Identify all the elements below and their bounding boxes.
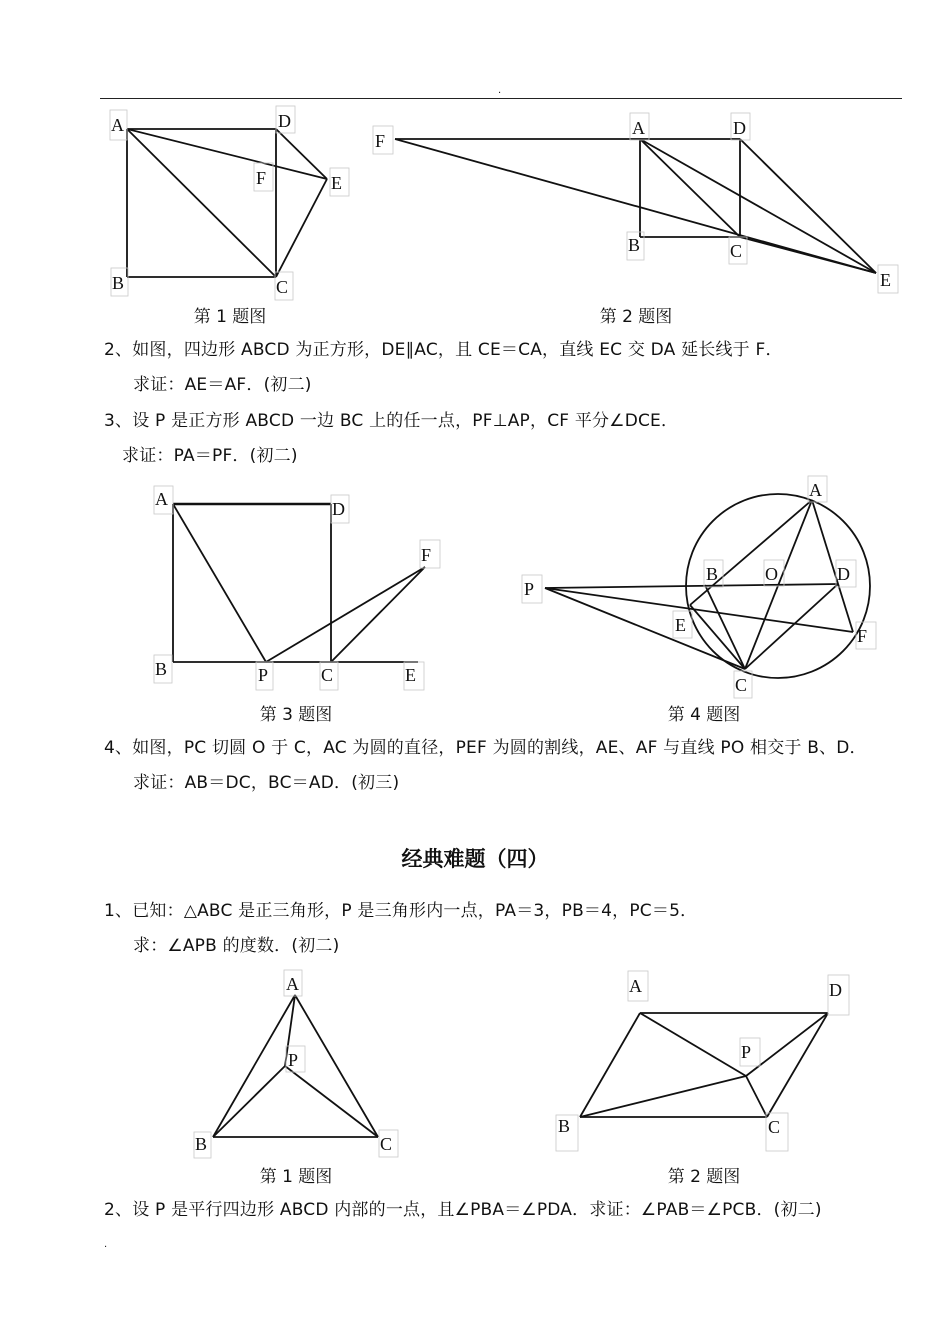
caption-fig1: 第 1 题图 (193, 307, 267, 327)
f3-label-c: C (321, 665, 334, 685)
g2-label-d: D (829, 980, 842, 1000)
f1-label-f: F (256, 168, 267, 188)
g2-label-a: A (629, 976, 642, 996)
f2-label-f: F (375, 131, 386, 151)
s4-problem-1-statement: 1、已知：△ABC 是正三角形，P 是三角形内一点，PA＝3，PB＝4，PC＝5． (104, 901, 698, 921)
s4-problem-1-question: 求：∠APB 的度数．(初二) (133, 936, 340, 956)
f4-label-p: P (524, 579, 535, 599)
problem-2-statement: 2、如图，四边形 ABCD 为正方形，DE∥AC，且 CE＝CA，直线 EC 交 DA 延长线于 F． (104, 340, 783, 360)
g2-label-c: C (768, 1117, 781, 1137)
g2-label-b: B (558, 1116, 571, 1136)
g1-label-p: P (288, 1050, 299, 1070)
header-dot: . (498, 85, 502, 96)
f4-label-a: A (809, 480, 822, 500)
f1-label-c: C (276, 277, 289, 297)
caption-fig2: 第 2 题图 (599, 307, 673, 327)
caption-fig4: 第 4 题图 (667, 705, 741, 725)
f4-label-e: E (675, 615, 686, 635)
problem-3-statement: 3、设 P 是正方形 ABCD 一边 BC 上的任一点，PF⊥AP，CF 平分∠DCE． (104, 411, 679, 431)
g1-label-a: A (286, 974, 299, 994)
f4-label-o: O (765, 564, 778, 584)
s4-caption-fig2: 第 2 题图 (667, 1167, 741, 1187)
f4-label-d: D (837, 564, 850, 584)
f1-label-e: E (331, 173, 342, 193)
f3-label-a: A (155, 489, 168, 509)
problem-4-statement: 4、如图，PC 切圆 O 于 C，AC 为圆的直径，PEF 为圆的割线，AE、AF 与直线 PO 相交于 B、D． (104, 738, 867, 758)
s4-caption-fig1: 第 1 题图 (259, 1167, 333, 1187)
f3-label-b: B (155, 659, 168, 679)
f1-label-b: B (112, 273, 125, 293)
f3-label-d: D (332, 499, 345, 519)
f3-label-p: P (258, 665, 269, 685)
problem-2-proof: 求证：AE＝AF．(初二) (133, 375, 312, 395)
f2-label-a: A (632, 118, 645, 138)
f3-label-e: E (405, 665, 416, 685)
g2-label-p: P (741, 1042, 752, 1062)
f3-label-f: F (421, 545, 432, 565)
s4-problem-2-statement: 2、设 P 是平行四边形 ABCD 内部的一点，且∠PBA＝∠PDA．求证：∠PAB＝∠PCB．(初二) (104, 1200, 822, 1220)
f4-label-f: F (857, 626, 868, 646)
f2-label-d: D (733, 118, 746, 138)
s4-figure-2-lines (580, 1013, 828, 1117)
f2-label-b: B (628, 235, 641, 255)
g1-label-b: B (195, 1134, 208, 1154)
footer-dot: . (104, 1239, 108, 1250)
f2-label-e: E (880, 270, 891, 290)
section-title: 经典难题（四） (401, 847, 549, 871)
f2-label-c: C (730, 241, 743, 261)
f4-label-b: B (706, 564, 719, 584)
problem-4-proof: 求证：AB＝DC，BC＝AD．(初三) (133, 773, 400, 793)
problem-3-proof: 求证：PA＝PF．(初二) (122, 446, 298, 466)
f1-label-a: A (111, 115, 124, 135)
f4-label-c: C (735, 675, 748, 695)
caption-fig3: 第 3 题图 (259, 705, 333, 725)
g1-label-c: C (380, 1134, 393, 1154)
f1-label-d: D (278, 111, 291, 131)
